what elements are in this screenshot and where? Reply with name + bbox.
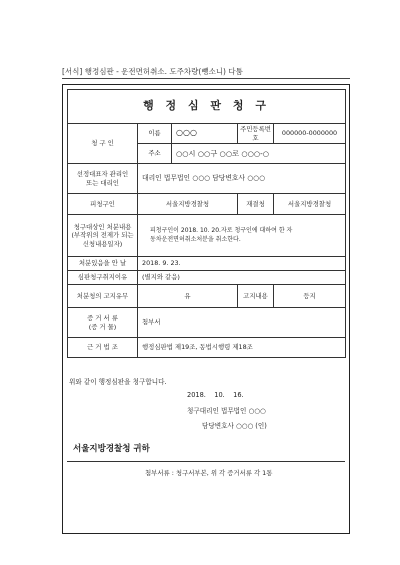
- notice-content-value: 등지: [274, 285, 346, 308]
- form-title: 행 정 심 판 청 구: [68, 90, 346, 124]
- subject-label-line2: (부작위의 전제가 되는: [71, 231, 134, 240]
- addressee: 서울지방경찰청 귀하: [73, 444, 150, 454]
- address-label: 주소: [138, 144, 172, 164]
- evidence-label-line2: (증 거 물): [88, 322, 117, 331]
- legal-basis-value: 행정심판법 제19조, 동법시행령 제18조: [138, 338, 346, 358]
- respondent-value: 서울지방경찰청: [138, 194, 238, 215]
- subject-value-line2: 동차운전면허취소처분을 취소한다.: [150, 235, 241, 243]
- subject-value-line1: 피청구인이 2018. 10. 20.자로 청구인에 대하여 한 자: [150, 227, 293, 235]
- signature-line1: 청구대리인 법무법인 ○○○: [187, 407, 266, 415]
- committee-label: 재결청: [238, 194, 274, 215]
- form-caption: [서식] 행정심판 - 운전면허취소. 도주차량(뺑소니) 다툼: [62, 67, 243, 76]
- purpose-label: 심판청구취지이유: [68, 271, 138, 285]
- legal-basis-label: 근 거 법 조: [68, 338, 138, 358]
- petition-form: [62, 84, 350, 534]
- filing-date: 2018. 10. 16.: [187, 391, 244, 399]
- attachment-rule: [67, 461, 345, 462]
- knowledge-date-label: 처분있음을 안 날: [68, 257, 138, 271]
- statement-text: 위와 같이 행정심판을 청구합니다.: [69, 378, 167, 386]
- address-value: ○○시 ○○구 ○○로 ○○○-○: [172, 144, 346, 164]
- claimant-label: 청 구 인: [68, 124, 138, 164]
- signature-line2: 담당변호사 ○○○ (인): [202, 422, 267, 430]
- evidence-label-line1: 증 거 서 류: [87, 313, 118, 322]
- name-value: ○○○: [172, 124, 238, 144]
- reg-number-value: 000000-0000000: [274, 124, 346, 144]
- attachment-note: 첨부서류 : 청구서부본, 위 각 증거서류 각 1통: [145, 469, 273, 477]
- subject-label: [68, 215, 138, 257]
- subject-label-line3: 신청내용일자): [82, 239, 123, 248]
- subject-value: [138, 215, 346, 257]
- reg-number-label: 주민등록번호: [238, 124, 274, 144]
- representative-label-line2: 또는 대리인: [86, 178, 119, 187]
- name-label: 이름: [138, 124, 172, 144]
- notice-value: 유: [138, 285, 238, 308]
- knowledge-date-value: 2018. 9. 23.: [138, 257, 346, 271]
- representative-label-line1: 선정대표자 관리인: [76, 169, 129, 178]
- purpose-value: (별지와 같음): [138, 271, 346, 285]
- respondent-label: 피청구인: [68, 194, 138, 215]
- notice-content-label: 고지내용: [238, 285, 274, 308]
- evidence-value: 첨부서: [138, 308, 346, 338]
- evidence-label: [68, 308, 138, 338]
- representative-value: 대리인 법무법인 ○○○ 담당변호사 ○○○: [138, 164, 346, 194]
- representative-label: [68, 164, 138, 194]
- subject-label-line1: 청구대상인 처분내용: [73, 222, 132, 231]
- committee-value: 서울지방경찰청: [274, 194, 346, 215]
- notice-label: 처분청의 고지유무: [68, 285, 138, 308]
- caption-rule: [62, 78, 350, 79]
- petition-table: [67, 89, 346, 358]
